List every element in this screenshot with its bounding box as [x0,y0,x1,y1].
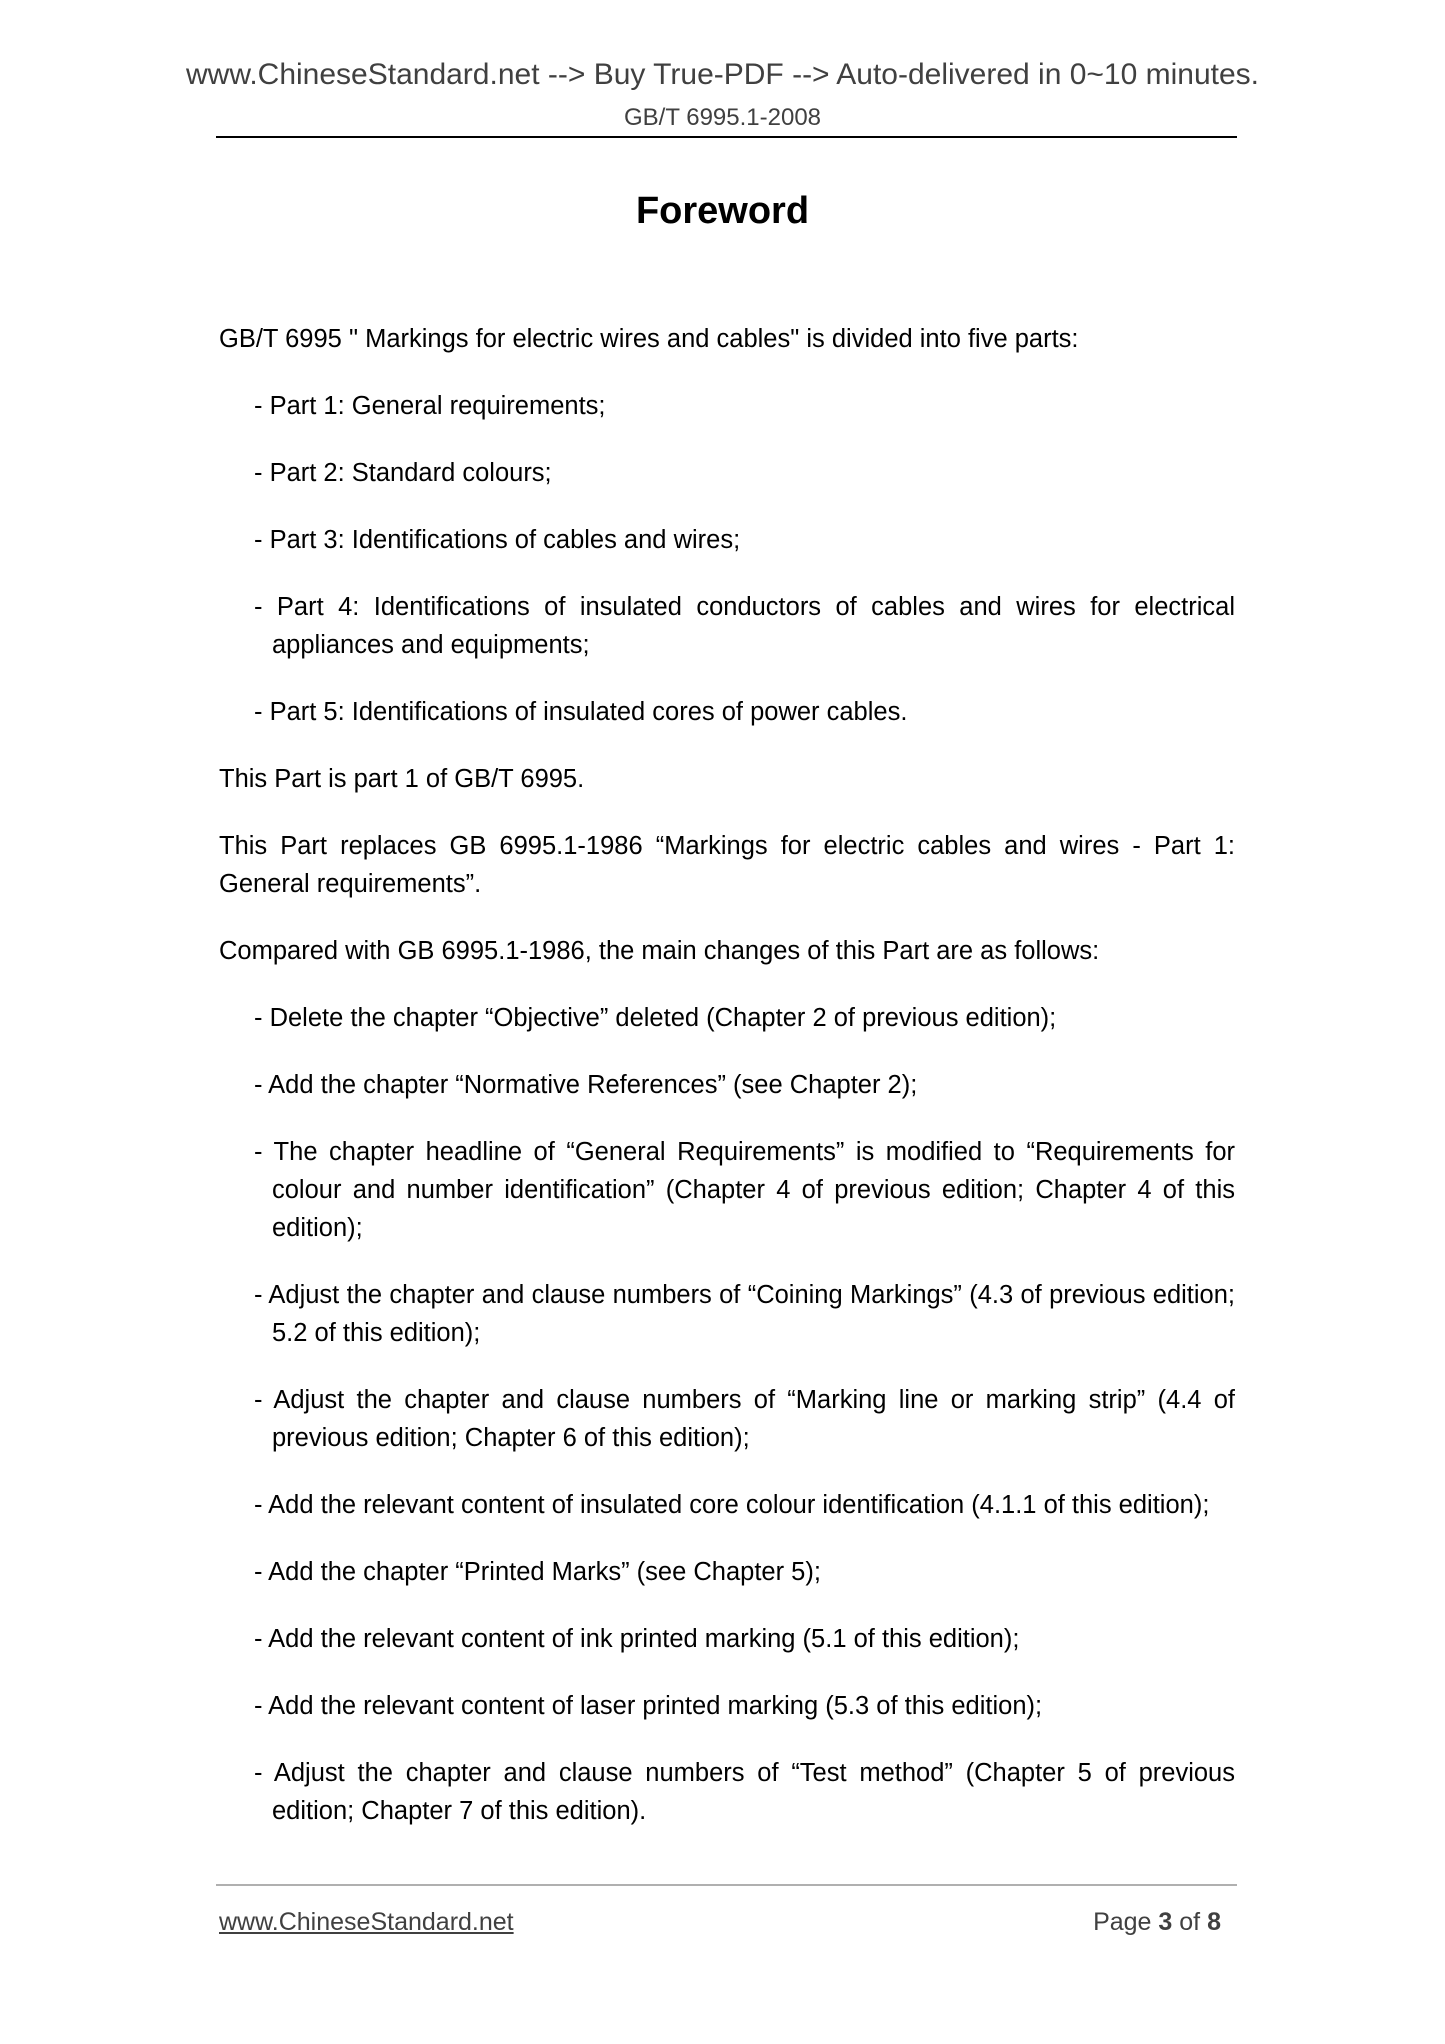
list-item: - Part 5: Identifications of insulated cores of power cables. [254,698,908,726]
header-banner: www.ChineseStandard.net --> Buy True-PDF --> Auto-delivered in 0~10 minutes. [185,58,1260,91]
document-id: GB/T 6995.1-2008 [623,104,822,131]
paragraph: This Part is part 1 of GB/T 6995. [219,765,585,793]
paragraph: Compared with GB 6995.1-1986, the main changes of this Part are as follows: [219,937,1100,965]
header-divider [216,136,1237,138]
footer-divider [216,1884,1237,1886]
footer-website-link[interactable]: www.ChineseStandard.net [219,1908,514,1936]
page-label: Page [1093,1908,1152,1936]
foreword-body [219,320,1235,1859]
list-item: - The chapter headline of “General Requirements” is modified to “Requirements for colour and number identification” (Chapter 4 of previous edition; Chapter 4 of this edition); [254,1138,1235,1242]
list-item: - Part 2: Standard colours; [254,459,552,487]
list-item: - Adjust the chapter and clause numbers of “Marking line or marking strip” (4.4 of previous edition; Chapter 6 of this edition); [254,1386,1235,1452]
list-item: - Add the relevant content of ink printed marking (5.1 of this edition); [254,1625,1020,1653]
list-item: - Add the relevant content of laser printed marking (5.3 of this edition); [254,1692,1043,1720]
page-title: Foreword [635,190,810,232]
paragraph: This Part replaces GB 6995.1-1986 “Markings for electric cables and wires - Part 1: General requirements”. [219,832,1235,898]
list-item: - Delete the chapter “Objective” deleted (Chapter 2 of previous edition); [254,1004,1057,1032]
list-item: - Add the chapter “Printed Marks” (see Chapter 5); [254,1558,821,1586]
list-item: - Add the relevant content of insulated core colour identification (4.1.1 of this edition); [254,1491,1210,1519]
list-item: - Add the chapter “Normative References” (see Chapter 2); [254,1071,918,1099]
list-item: - Part 3: Identifications of cables and wires; [254,526,741,554]
list-item: - Part 4: Identifications of insulated conductors of cables and wires for electrical appliances and equipments; [254,593,1235,659]
page-indicator [1093,1908,1221,1937]
list-item: - Adjust the chapter and clause numbers of “Test method” (Chapter 5 of previous edition; Chapter 7 of this edition). [254,1759,1235,1825]
page-current: 3 [1158,1908,1173,1936]
list-item: - Adjust the chapter and clause numbers of “Coining Markings” (4.3 of previous edition; 5.2 of this edition); [254,1281,1235,1347]
page-total: 8 [1207,1908,1221,1936]
list-item: - Part 1: General requirements; [254,392,606,420]
page-of-label: of [1179,1908,1201,1936]
paragraph: GB/T 6995 " Markings for electric wires and cables" is divided into five parts: [219,325,1079,353]
